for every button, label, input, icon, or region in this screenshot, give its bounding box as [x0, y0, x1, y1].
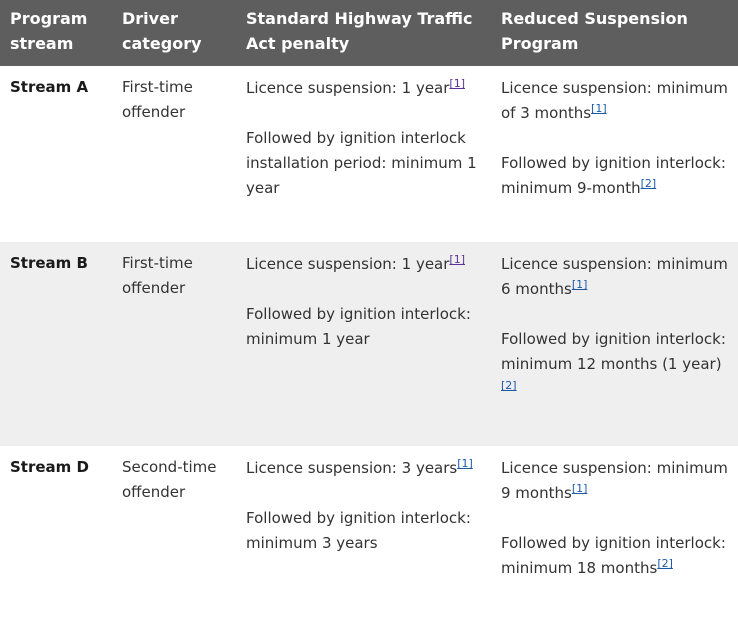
- header-row: [0, 0, 738, 66]
- header-reduced-program: Reduced Suspension Program: [491, 0, 738, 66]
- footnote-link-1[interactable]: [1]: [457, 457, 473, 470]
- footnote-link-2[interactable]: [2]: [501, 379, 517, 392]
- footnote-link-1[interactable]: [1]: [591, 102, 607, 115]
- header-program-stream: Program stream: [0, 0, 112, 66]
- standard-suspension-text: Licence suspension: 1 year: [246, 255, 450, 273]
- reduced-interlock-text: Followed by ignition interlock: minimum 18 months: [501, 534, 726, 577]
- table-row: [0, 446, 738, 634]
- reduced-program-cell: [491, 242, 738, 446]
- standard-penalty-cell: [236, 446, 491, 634]
- standard-suspension-text: Licence suspension: 1 year: [246, 79, 450, 97]
- stream-cell: Stream A: [0, 66, 112, 242]
- standard-interlock: Followed by ignition interlock installation period: minimum 1 year: [246, 129, 477, 197]
- standard-suspension: [246, 252, 481, 277]
- header-standard-penalty: Standard Highway Traffic Act penalty: [236, 0, 491, 66]
- reduced-suspension-text: Licence suspension: minimum 6 months: [501, 255, 728, 298]
- reduced-suspension: [501, 456, 728, 506]
- standard-suspension-text: Licence suspension: 3 years: [246, 459, 458, 477]
- reduced-interlock: [501, 151, 728, 201]
- stream-cell: Stream B: [0, 242, 112, 446]
- header-driver-category: Driver category: [112, 0, 236, 66]
- footnote-link-2[interactable]: [2]: [640, 177, 657, 190]
- standard-interlock: Followed by ignition interlock: minimum 1 year: [246, 305, 471, 348]
- stream-cell: Stream D: [0, 446, 112, 634]
- standard-suspension: [246, 76, 481, 101]
- footnote-link-1[interactable]: [1]: [571, 482, 588, 495]
- reduced-suspension-text: Licence suspension: minimum 9 months: [501, 459, 728, 502]
- standard-penalty-cell: [236, 242, 491, 446]
- reduced-interlock-text: Followed by ignition interlock: minimum 12 months (1 year): [501, 330, 726, 373]
- table-row: [0, 242, 738, 446]
- footnote-link-1[interactable]: [1]: [571, 278, 588, 291]
- category-cell: Second-time offender: [112, 446, 236, 634]
- standard-interlock: Followed by ignition interlock: minimum 3 years: [246, 509, 471, 552]
- reduced-suspension-text: Licence suspension: minimum of 3 months: [501, 79, 728, 122]
- category-cell: First-time offender: [112, 66, 236, 242]
- category-cell: First-time offender: [112, 242, 236, 446]
- reduced-interlock: [501, 531, 728, 581]
- standard-suspension: [246, 456, 481, 481]
- reduced-program-cell: [491, 446, 738, 634]
- standard-penalty-cell: [236, 66, 491, 242]
- footnote-link-1[interactable]: [1]: [449, 77, 466, 90]
- reduced-program-cell: [491, 66, 738, 242]
- reduced-suspension: [501, 252, 728, 302]
- reduced-interlock-text: Followed by ignition interlock: minimum 9-month: [501, 154, 726, 197]
- reduced-suspension: [501, 76, 728, 126]
- table-row: [0, 66, 738, 242]
- footnote-link-1[interactable]: [1]: [449, 253, 466, 266]
- footnote-link-2[interactable]: [2]: [657, 557, 673, 570]
- reduced-interlock: [501, 327, 728, 395]
